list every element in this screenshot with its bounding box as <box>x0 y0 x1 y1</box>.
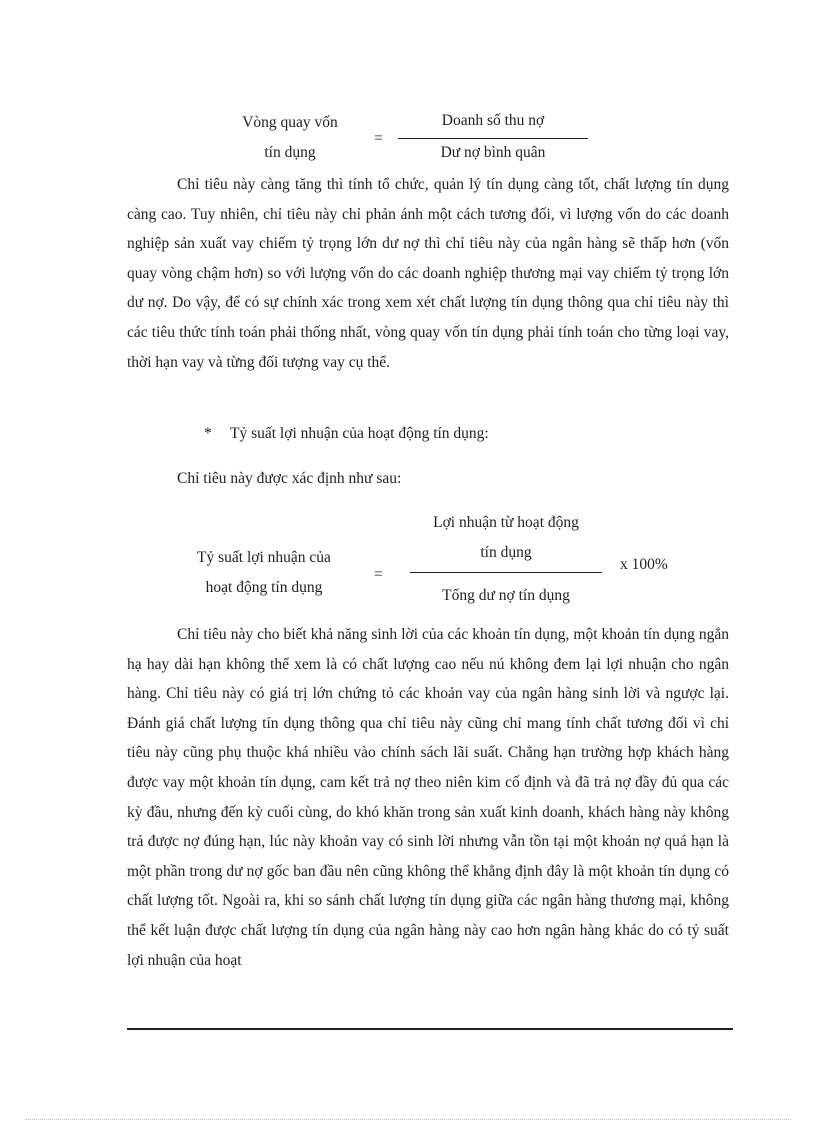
page-edge <box>25 1119 791 1120</box>
formula1-fraction-bar <box>398 138 588 139</box>
formula2-numerator-line1: Lợi nhuận từ hoạt động <box>433 514 579 531</box>
formula1-lhs-line1: Vòng quay vốn <box>242 114 338 131</box>
formula1-lhs-line2: tín dụng <box>264 144 316 161</box>
footer-rule <box>127 1028 733 1030</box>
formula2-denominator: Tổng dư nợ tín dụng <box>442 587 570 604</box>
formula1-fraction <box>398 112 588 162</box>
paragraph-2-text: Chỉ tiêu này cho biết khả năng sinh lời của các khoản tín dụng, một khoản tín dụng ngắn hạ hay dài hạn không thể xem là có chất lượng cao nếu nú không đem lại lợi nhuận cho ngân hàng. Chỉ tiêu này có giá trị lớn chứng tỏ các khoản vay của ngân hàng sinh lời và ngược lại. Đánh giá chất lượng tín dụng thông qua chỉ tiêu này cũng chỉ mang tính chất tương đối vì chỉ tiêu này cũng phụ thuộc khá nhiều vào chính sách lãi suất. Chẳng hạn trường hợp khách hàng được vay một khoản tín dụng, cam kết trả nợ theo niên kim cố định và đã trả nợ đầy đủ qua các kỳ đầu, nhưng đến kỳ cuối cùng, do khó khăn trong sản xuất kinh doanh, khách hàng này không trả được nợ đúng hạn, lúc này khoản vay có sinh lời nhưng vẫn tồn tại một khoản nợ quá hạn là một phần trong dư nợ gốc ban đầu nên cũng không thể khẳng định đây là một khoản tín dụng có chất lượng tốt. Ngoài ra, khi so sánh chất lượng tín dụng giữa các ngân hàng thương mại, không thể kết luận được chất lượng tín dụng của ngân hàng này cao hơn ngân hàng khác do có tỷ suất lợi nhuận của hoạt <box>127 626 729 969</box>
formula1-denominator: Dư nợ bình quân <box>440 144 546 161</box>
formula2-intro: Chỉ tiêu này được xác định như sau: <box>177 470 402 487</box>
formula2-lhs-line2: hoạt động tín dụng <box>205 579 323 596</box>
paragraph-2 <box>127 620 729 975</box>
formula1-equals: = <box>374 130 383 147</box>
formula2-lhs-line1: Tỷ suất lợi nhuận của <box>197 549 331 566</box>
bullet-heading <box>204 425 489 443</box>
bullet-symbol: * <box>204 425 212 442</box>
formula2-fraction <box>410 513 602 605</box>
bullet-text: Tỷ suất lợi nhuận của hoạt động tín dụng: <box>230 425 489 442</box>
formula2-numerator-line2: tín dụng <box>480 544 532 561</box>
paragraph-1 <box>127 170 729 377</box>
formula2-fraction-bar <box>410 572 602 573</box>
formula2-multiplier: x 100% <box>620 556 668 573</box>
formula2-equals: = <box>374 566 383 583</box>
paragraph-1-text: Chỉ tiêu này càng tăng thì tính tổ chức, quản lý tín dụng càng tốt, chất lượng tín dụng càng cao. Tuy nhiên, chỉ tiêu này chỉ phản ánh một cách tương đối, vì lượng vốn do các doanh nghiệp sản xuất vay chiếm tỷ trọng lớn dư nợ thì chỉ tiêu này của ngân hàng sẽ thấp hơn (vốn quay vòng chậm hơn) so với lượng vốn do các doanh nghiệp thương mại vay chiếm tỷ trọng lớn dư nợ. Do vậy, để có sự chính xác trong xem xét chất lượng tín dụng thông qua chỉ tiêu này thì các tiêu thức tính toán phải thống nhất, vòng quay vốn tín dụng phải tính toán cho từng loại vay, thời hạn vay và từng đối tượng vay cụ thể. <box>127 176 729 371</box>
formula1-numerator: Doanh số thu nợ <box>441 112 545 129</box>
